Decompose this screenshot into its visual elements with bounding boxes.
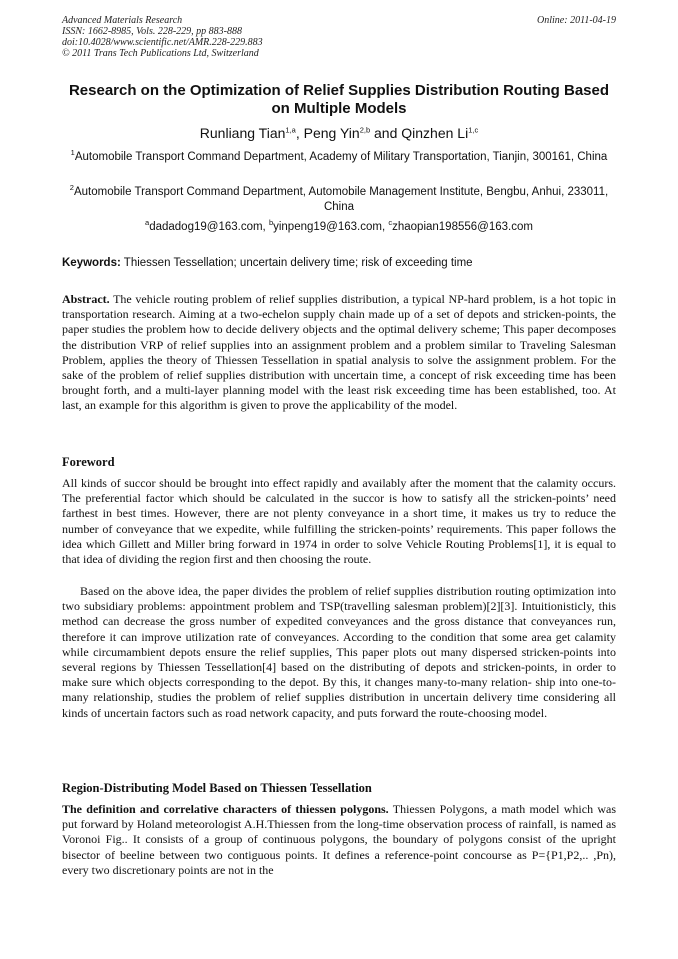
author-superscript: 1,c <box>468 125 479 135</box>
affiliation-1 <box>62 150 616 165</box>
affiliation-2 <box>62 185 616 215</box>
abstract <box>62 292 616 414</box>
email-superscript: c <box>388 218 393 228</box>
author-name: Qinzhen Li <box>401 125 469 141</box>
foreword-paragraph-2: Based on the above idea, the paper divides the problem of relief supplies distribution routing optimization into two subsidiary problems: appointment problem and TSP(travelling salesman problem)[2][3]. Intuitionisticly, this method can decrease the gross number of expedited conveyances and the gross distance that conveyances run, therefore it can improve utilization rate of conveyances. According to the condition that some area get calamity while circumambient depots ensure the relief supplies, This paper plots out many dispersed stricken-points into several regions by Thiessen Tessellation[4] based on the distributing of depots and stricken-points, in order to make sure which objects corresponding to the depot. By this, it changes many-to-many relation- ship into one-to-many relationship, studies the problem of relief supplies distribution in uncertain delivery time considering all kinds of uncertain factors such as road network capacity, and puts forward the route-choosing model. <box>62 584 616 720</box>
journal-name: Advanced Materials Research <box>62 15 183 26</box>
abstract-label: Abstract. <box>62 292 110 306</box>
section-heading-foreword: Foreword <box>62 455 115 469</box>
email-address[interactable]: zhaopian198556@163.com <box>392 221 533 233</box>
abstract-text: The vehicle routing problem of relief supplies distribution, a typical NP-hard problem, is a hot topic in transportation research. Aiming at a two-echelon supply chain made up of a set of depots and stricken-points, the paper studies the problem how to decide delivery objects and the optimal delivery scheme; This paper decomposes the distribution VRP of relief supplies into an assignment problem and a problem similar to Traveling Salesman Problem, applies the theory of Thiessen Tessellation in spatial analysis to solve the assignment problem. For the sake of the problem of relief supplies distribution with uncertain time, a concept of risk exceeding time has been brought forth, and a multi-layer planning model with the least risk exceeding time has been established, too. At last, an example for this algorithm is given to prove the applicability of the model. <box>62 292 616 413</box>
email-separator: , <box>262 221 269 233</box>
author-name: Runliang Tian <box>199 125 286 141</box>
copyright-line: © 2011 Trans Tech Publications Ltd, Switzerland <box>62 48 259 59</box>
online-date: Online: 2011-04-19 <box>537 15 616 26</box>
author-separator: , <box>295 125 304 141</box>
affiliation-superscript: 1 <box>70 148 75 158</box>
email-address[interactable]: dadadog19@163.com <box>149 221 263 233</box>
affiliation-text: Automobile Transport Command Department, Automobile Management Institute, Bengbu, Anhui, 233011, China <box>73 186 609 213</box>
email-separator: , <box>381 221 389 233</box>
keywords <box>62 256 616 271</box>
author-separator: and <box>370 125 402 141</box>
email-superscript: b <box>268 218 274 228</box>
issn-line: ISSN: 1662-8985, Vols. 228-229, pp 883-888 <box>62 26 242 37</box>
keywords-label: Keywords: <box>62 257 121 269</box>
section2-paragraph <box>62 802 616 878</box>
author-name: Peng Yin <box>303 125 360 141</box>
section-heading-region-distributing: Region-Distributing Model Based on Thiessen Tessellation <box>62 781 372 795</box>
author-list <box>62 124 616 142</box>
foreword-paragraph-1: All kinds of succor should be brought into effect rapidly and availably after the moment that the calamity occurs. The preferential factor which should be calculated in the succor is how to satisfy all the stricken-points’ need farthest in best times. However, there are not plenty conveyance in a short time, it makes us try to reduce the number of conveyance that we expedite, while fulfilling the stricken-points’ requirements. This paper follows the idea which Gillett and Miller bring forward in 1974 in order to solve Vehicle Routing Problems[1], it is equal to that idea of dividing the region first and then choosing the route. <box>62 476 616 567</box>
email-list <box>62 220 616 235</box>
author-superscript: 1,a <box>285 125 296 135</box>
email-address[interactable]: yinpeng19@163.com <box>273 221 382 233</box>
section2-text: Thiessen Polygons, a math model which was put forward by Holand meteorologist A.H.Thiessen from the long-time observation process of rainfall, is named as Voronoi Fig.. It consists of a group of continuous polygons, the boundary of polygons consist of the upright bisector of beeline between two contiguous points. It defines a reference-point concourse as P={P1,P2,.. ,Pn), every two discretionary points are not in the <box>62 802 616 877</box>
affiliation-superscript: 2 <box>69 183 74 193</box>
paper-title: Research on the Optimization of Relief Supplies Distribution Routing Based on Multiple Models <box>68 82 610 117</box>
email-superscript: a <box>145 218 150 228</box>
author-superscript: 2,b <box>359 125 371 135</box>
affiliation-text: Automobile Transport Command Department, Academy of Military Transportation, Tianjin, 300161, China <box>74 151 608 163</box>
doi-line: doi:10.4028/www.scientific.net/AMR.228-229.883 <box>62 37 263 48</box>
section2-lead: The definition and correlative characters of thiessen polygons. <box>62 802 389 816</box>
journal-header <box>62 15 616 59</box>
keywords-text: Thiessen Tessellation; uncertain delivery time; risk of exceeding time <box>123 257 473 269</box>
